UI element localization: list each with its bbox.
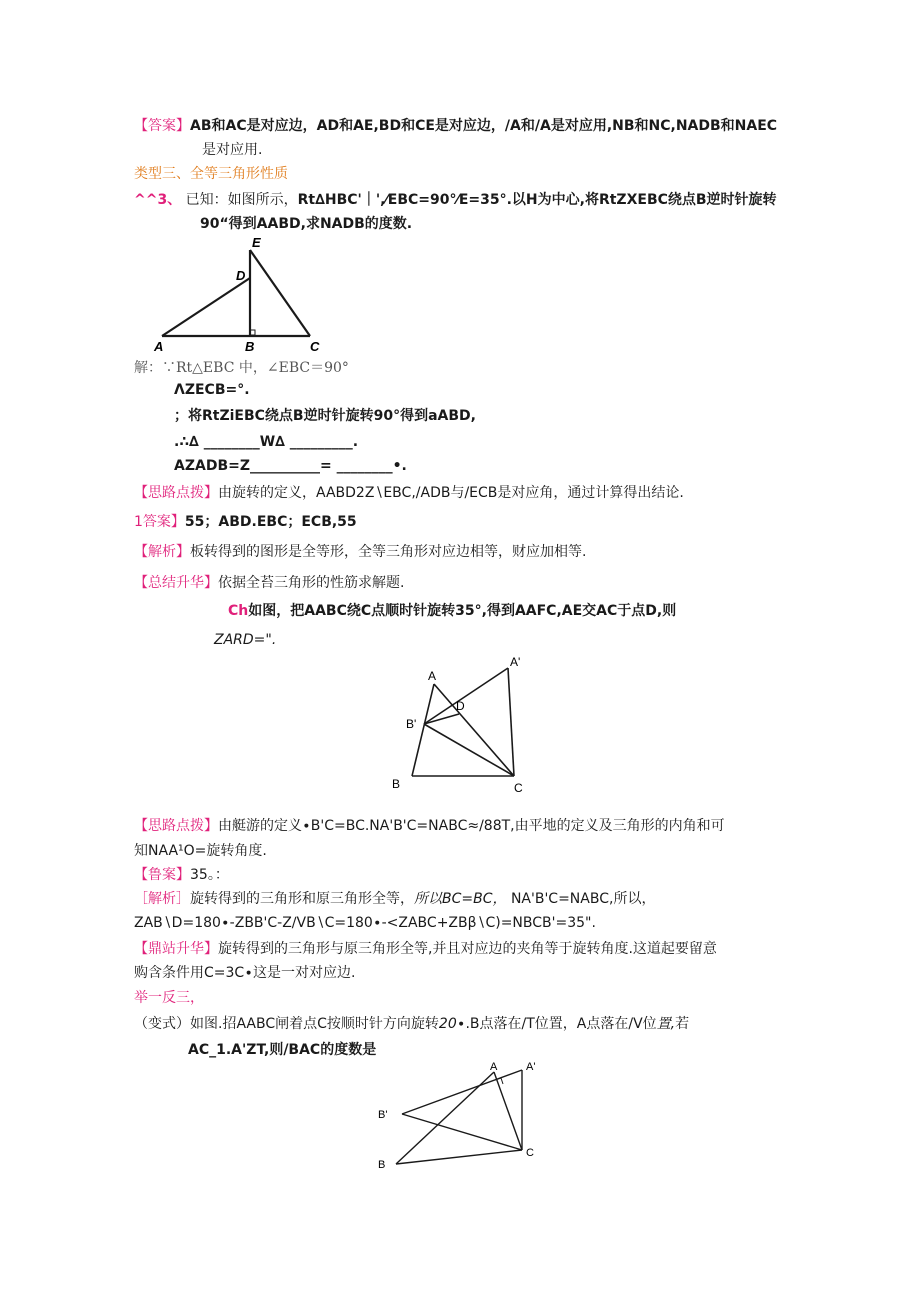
analysis1-tag: 【解析】 — [134, 544, 190, 560]
label-a: A — [428, 669, 437, 683]
solution-line4: .∴∆ ________W∆ _________. — [174, 434, 359, 450]
question3-line1 — [134, 190, 777, 210]
hint2-line2: 知NAA¹O=旋转角度. — [134, 843, 267, 859]
question3-line2: 90“得到AABD,求NADB的度数. — [200, 216, 413, 232]
label-b-prime: B' — [378, 1109, 388, 1121]
label-b: B — [378, 1159, 386, 1171]
label-d: D — [236, 268, 246, 283]
variant-text-a: 如图.招AABC闸着点C按顺时针方向旋转 — [190, 1016, 439, 1032]
answer2-line — [134, 512, 357, 532]
answer1-text: AB和AC是对应边，AD和AE,BD和CE是对应边，/A和/A是对应用,NB和NC,NADB和NAEC — [190, 118, 778, 134]
summary1-line — [134, 573, 404, 593]
label-c: C — [310, 339, 320, 354]
analysis2-line1 — [134, 889, 655, 909]
segment-a1c — [508, 668, 514, 776]
label-b-prime: B' — [406, 717, 417, 731]
label-c: C — [526, 1147, 534, 1159]
question4-prefix: Ch — [228, 603, 249, 619]
question4-line2: ZARD=". — [214, 632, 277, 648]
label-c: C — [514, 781, 523, 795]
question3-intro: 已知：如图所示， — [185, 192, 298, 208]
answer3-text: 35。： — [190, 867, 229, 883]
analysis2-text-c: NA'B'C=NABC,所以， — [510, 891, 656, 907]
hint2-tag: 【思路点拨】 — [134, 818, 218, 834]
hint2-text1: 由艇游的定义∙B'C=BC.NA'B'C=NABC≈/88T,由平地的定义及三角形的内角和可 — [218, 818, 725, 834]
segment-a1b1 — [402, 1070, 522, 1114]
analysis2-tag: ［解析］ — [134, 891, 190, 907]
analysis1-line — [134, 542, 586, 562]
variant-text-e: 若 — [675, 1016, 690, 1032]
hint1-tag: 【思路点拨】 — [134, 485, 218, 501]
label-a-prime: A' — [510, 655, 521, 669]
figure-rotation-abc-20 — [376, 1058, 546, 1176]
hint1-text: 由旋转的定义，AABD2Z∖EBC,/ADB与/ECB是对应角，通过计算得出结论. — [218, 485, 684, 501]
analysis1-text: 板转得到的图形是全等形，全等三角形对应边相等，财应加相等. — [190, 544, 587, 560]
variant-text-d: 置, — [656, 1016, 676, 1032]
label-b: B — [245, 339, 255, 354]
label-a-prime: A' — [526, 1061, 536, 1073]
figure-rotation-abc-35 — [384, 652, 544, 798]
summary1-tag: 【总结升华】 — [134, 575, 218, 591]
segment-ac — [494, 1072, 522, 1150]
question3-given: Rt∆HBC'｜',⁄EBC=90°⁄E=35°.以H为中心,将RtZXEBC绕点B逆时针旋转 — [297, 192, 777, 208]
label-e: E — [252, 235, 261, 250]
analysis2-text-a: 旋转得到的三角形和原三角形全等， — [190, 891, 414, 907]
answer2-tag: 1答案】 — [134, 514, 185, 530]
answer1-tag: 【答案】 — [134, 118, 190, 134]
solution-line1: 解：∵Rt△EBC 中，∠EBC＝90° — [134, 360, 349, 376]
variant-text-c: .B点落在/T位置，A点落在/V位 — [465, 1016, 657, 1032]
segment-b1c — [402, 1114, 522, 1150]
label-a: A — [154, 339, 164, 354]
summary1-text: 依据全苔三角形的性筋求解题. — [218, 575, 405, 591]
question4-text: 如图，把AABC绕C点顺时针旋转35°,得到AAFC,AE交AC于点D,则 — [248, 603, 677, 619]
variant-text-b: 20∙ — [438, 1016, 466, 1032]
summary2-tag: 【鼎站升华】 — [134, 941, 218, 957]
segment-b1d — [424, 714, 459, 724]
hint1-line — [134, 483, 684, 503]
analysis2-text-b: 所以BC=BC， — [414, 891, 507, 907]
answer1-line2: 是对应用. — [202, 142, 263, 158]
solution-line5: AZADB=Z__________= ________•. — [174, 458, 407, 474]
answer3-tag: 【鲁案】 — [134, 867, 190, 883]
answer1-line1 — [134, 116, 777, 136]
segment-ec — [250, 250, 310, 336]
variant-line2: AC_1.A'ZT,则/BAC的度数是 — [188, 1042, 377, 1058]
question4-line1 — [228, 601, 676, 621]
answer3-line — [134, 865, 229, 885]
label-d: D — [456, 699, 465, 713]
hint2-line1 — [134, 816, 725, 836]
summary2-line1 — [134, 939, 717, 959]
practice-heading: 举一反三， — [134, 990, 204, 1006]
segment-ac — [434, 684, 514, 776]
solution-line3: ；将RtZiEBC绕点B逆时针旋转90°得到aABD, — [174, 408, 476, 424]
answer2-text: 55；ABD.EBC；ECB,55 — [184, 514, 357, 530]
analysis2-line2: ZAB∖D=180∙-ZBB'C-Z∕VB∖C=180∙-<ZABC+ZBβ∖C)=NBCB'=35". — [134, 915, 596, 931]
variant-tag: （变式） — [134, 1016, 190, 1032]
segment-ad — [162, 278, 250, 336]
solution-line2: ΛZECB=°. — [174, 382, 250, 398]
question3-number: ^^3、 — [134, 192, 182, 208]
figure-rotation-ebc — [150, 232, 370, 356]
summary2-line2: 购含条件用C=3C∙这是一对对应边. — [134, 965, 356, 981]
segment-bc — [396, 1150, 522, 1164]
label-a: A — [490, 1061, 498, 1073]
segment-a1b1 — [424, 668, 508, 724]
label-b: B — [392, 777, 401, 791]
section-heading: 类型三、全等三角形性质 — [134, 166, 288, 182]
variant-line1 — [134, 1014, 689, 1034]
summary2-text1: 旋转得到的三角形与原三角形全等,并且对应边的夹角等于旋转角度.这道起要留意 — [218, 941, 717, 957]
segment-b1c — [424, 724, 514, 776]
